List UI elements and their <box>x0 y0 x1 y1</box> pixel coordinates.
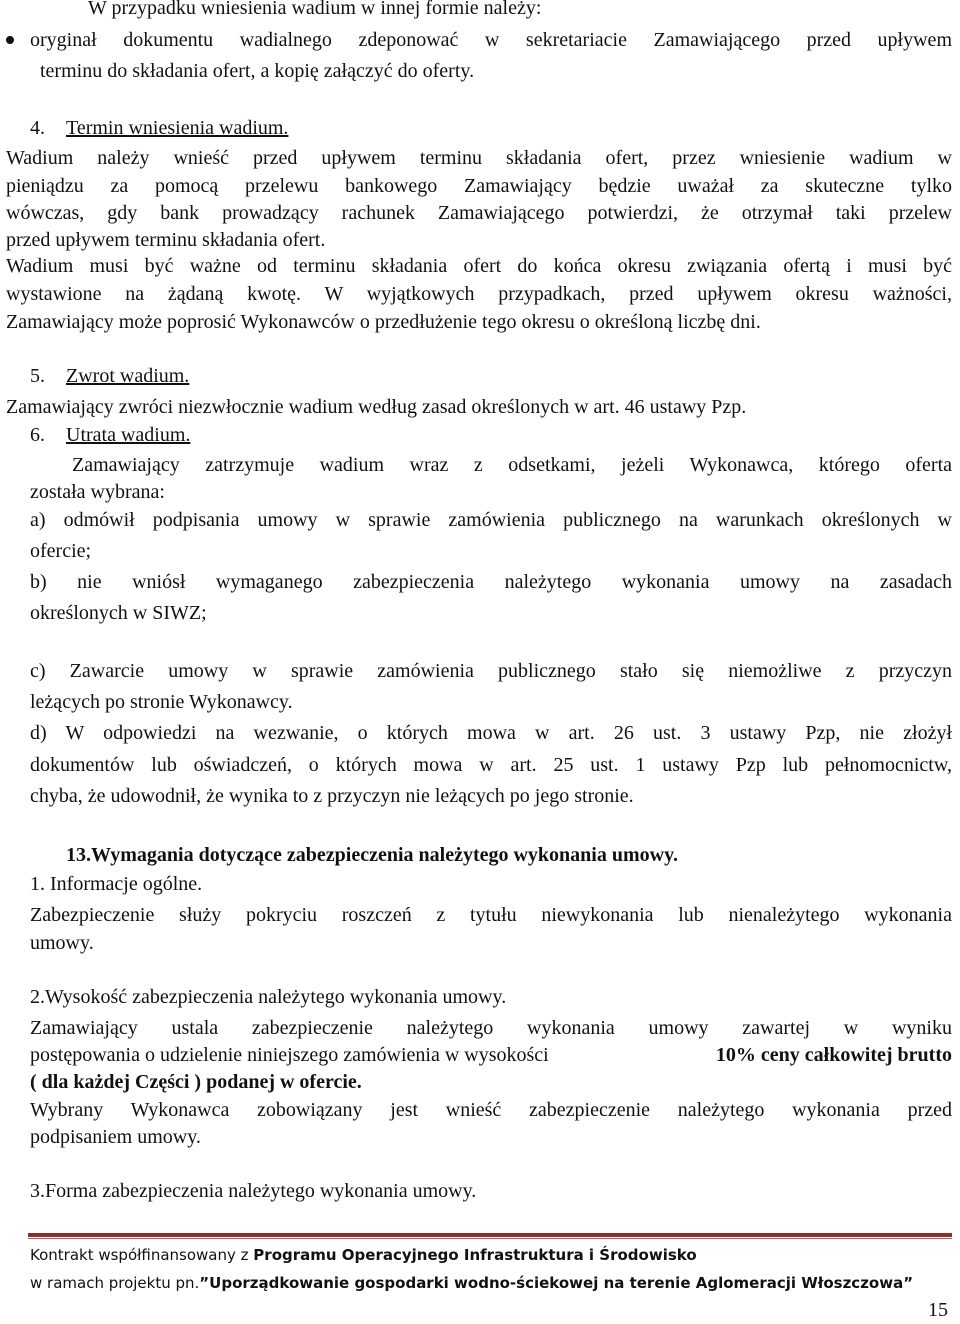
paragraph-line <box>30 1041 952 1069</box>
footer-text: w ramach projektu pn. <box>30 1274 200 1292</box>
paragraph-line: Wybrany Wykonawca zobowiązany jest wnieść zabezpieczenie należytego wykonania przed <box>30 1099 952 1121</box>
footer-line <box>30 1273 913 1293</box>
section-number: 4. <box>30 117 45 139</box>
paragraph-line: chyba, że udowodnił, że wynika to z przyczyn nie leżących po jego stronie. <box>30 785 634 807</box>
paragraph-line: terminu do składania ofert, a kopię załączyć do oferty. <box>40 60 475 82</box>
paragraph-line: Wadium musi być ważne od terminu składania ofert do końca okresu związania ofertą i musi być <box>6 255 952 277</box>
paragraph-line: leżących po stronie Wykonawcy. <box>30 691 293 713</box>
list-item: b) nie wniósł wymaganego zabezpieczenia należytego wykonania umowy na zasadach <box>30 571 952 593</box>
footer-divider <box>28 1238 952 1239</box>
footer-program-name: Programu Operacyjnego Infrastruktura i Środowisko <box>253 1246 697 1264</box>
paragraph-line: ofercie; <box>30 540 92 562</box>
footer-project-name: ”Uporządkowanie gospodarki wodno-ściekowej na terenie Aglomeracji Włoszczowa” <box>199 1274 914 1292</box>
list-item: c) Zawarcie umowy w sprawie zamówienia publicznego stało się niemożliwe z przyczyn <box>30 660 952 682</box>
paragraph-line: Zamawiający zwróci niezwłocznie wadium według zasad określonych w art. 46 ustawy Pzp. <box>6 396 747 418</box>
paragraph-line: Zamawiający ustala zabezpieczenie należytego wykonania umowy zawartej w wyniku <box>30 1017 952 1039</box>
section-title: Utrata wadium. <box>66 424 191 446</box>
subsection-title: 2.Wysokość zabezpieczenia należytego wykonania umowy. <box>30 986 507 1008</box>
footer-text: Kontrakt współfinansowany z <box>30 1246 254 1264</box>
paragraph-line: W przypadku wniesienia wadium w innej formie należy: <box>88 0 542 19</box>
emphasis-text: ( dla każdej Części ) podanej w ofercie. <box>30 1071 362 1093</box>
page-number: 15 <box>928 1299 948 1321</box>
paragraph-line: przed upływem terminu składania ofert. <box>6 229 326 251</box>
paragraph-line: dokumentów lub oświadczeń, o których mowa w art. 25 ust. 1 ustawy Pzp lub pełnomocnictw, <box>30 754 952 776</box>
paragraph-line: Zabezpieczenie służy pokryciu roszczeń z tytułu niewykonania lub nienależytego wykonania <box>30 904 952 926</box>
section-number: 6. <box>30 424 45 446</box>
list-item: d) W odpowiedzi na wezwanie, o których mowa w art. 26 ust. 3 ustawy Pzp, nie złożył <box>30 722 952 744</box>
footer-line <box>30 1245 697 1265</box>
paragraph-line: podpisaniem umowy. <box>30 1126 201 1148</box>
paragraph-line: Zamawiający zatrzymuje wadium wraz z odsetkami, jeżeli Wykonawca, którego oferta <box>72 454 952 476</box>
chapter-heading: 13.Wymagania dotyczące zabezpieczenia należytego wykonania umowy. <box>66 844 678 866</box>
paragraph-line: Wadium należy wnieść przed upływem terminu składania ofert, przez wniesienie wadium w <box>6 147 952 169</box>
bullet-icon <box>6 36 14 44</box>
section-number: 5. <box>30 365 45 387</box>
paragraph-line: wystawione na żądaną kwotę. W wyjątkowych przypadkach, przed upływem okresu ważności, <box>6 283 952 305</box>
emphasis-text: 10% ceny całkowitej brutto <box>715 1044 952 1066</box>
paragraph-line: umowy. <box>30 932 94 954</box>
footer-divider <box>28 1233 952 1237</box>
text-run: postępowania o udzielenie niniejszego zamówienia w wysokości <box>30 1044 549 1066</box>
paragraph-line: wówczas, gdy bank prowadzący rachunek Zamawiającego potwierdzi, że otrzymał taki przelew <box>6 202 952 224</box>
section-title: Termin wniesienia wadium. <box>66 117 289 139</box>
paragraph-line: określonych w SIWZ; <box>30 602 207 624</box>
paragraph-line: została wybrana: <box>30 481 165 503</box>
paragraph-line: oryginał dokumentu wadialnego zdeponować w sekretariacie Zamawiającego przed upływem <box>30 29 952 51</box>
subsection-title: 3.Forma zabezpieczenia należytego wykonania umowy. <box>30 1180 477 1202</box>
list-item: a) odmówił podpisania umowy w sprawie zamówienia publicznego na warunkach określonych w <box>30 509 952 531</box>
subsection-title: 1. Informacje ogólne. <box>30 873 203 895</box>
section-title: Zwrot wadium. <box>66 365 190 387</box>
paragraph-line: Zamawiający może poprosić Wykonawców o przedłużenie tego okresu o określoną liczbę dni. <box>6 311 761 333</box>
paragraph-line: pieniądzu za pomocą przelewu bankowego Zamawiający będzie uważał za skuteczne tylko <box>6 175 952 197</box>
